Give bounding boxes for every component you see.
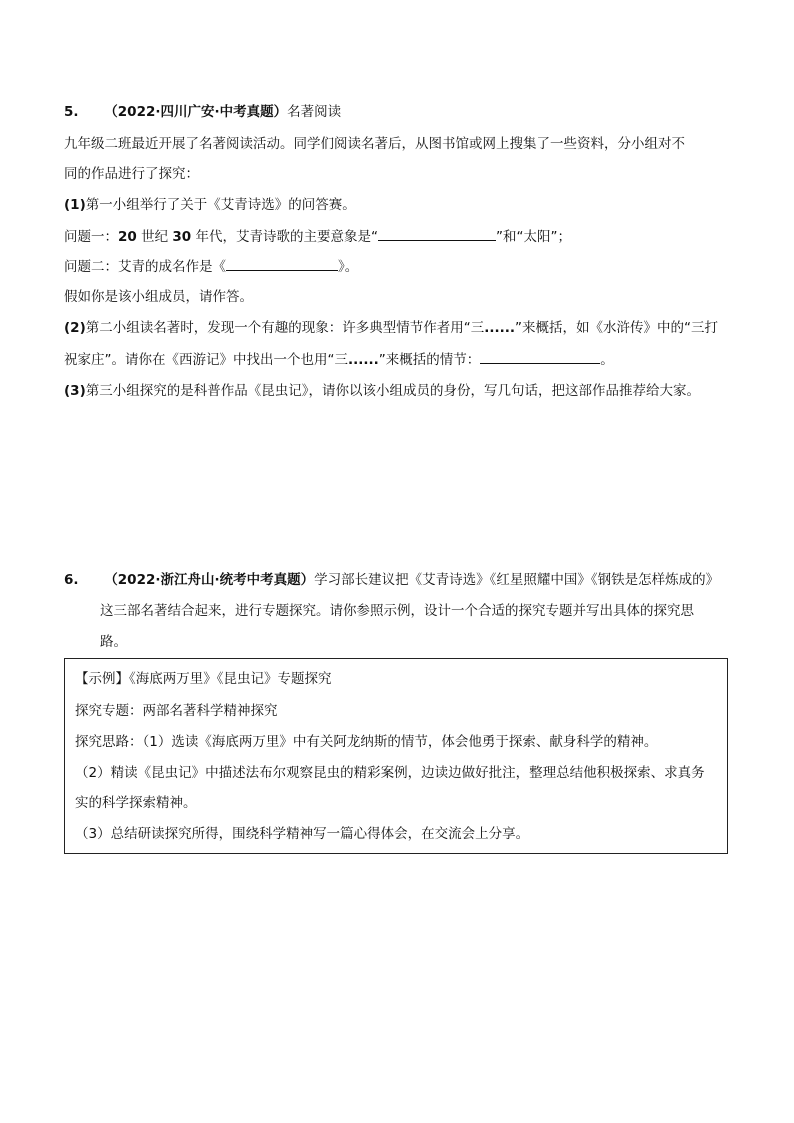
question1-prefix: 问题一：	[64, 229, 118, 245]
question-6-header	[64, 570, 719, 590]
part2-text-1b: ”来概括，如《水浒传》中的“三打	[515, 320, 719, 336]
question-source: （2022·浙江舟山·统考中考真题）	[104, 572, 315, 588]
q6-text-1: 学习部长建议把《艾青诗选》《红星照耀中国》《钢铁是怎样炼成的》	[314, 572, 720, 588]
question-5-header	[64, 102, 341, 122]
part2-text-1a: 第二小组读名著时，发现一个有趣的现象：许多典型情节作者用“三	[85, 320, 485, 336]
part-label: (1)	[64, 197, 86, 213]
q5-intro-line-2: 同的作品进行了探究：	[64, 166, 199, 182]
q5-part2-line-2	[64, 349, 614, 370]
question1-post: 年代，艾青诗歌的主要意象是“	[195, 229, 378, 245]
q5-instruction: 假如你是该小组成员，请作答。	[64, 289, 253, 305]
q5-part3	[64, 381, 700, 401]
part2-text-2b: ”来概括的情节：	[378, 352, 481, 368]
question1-decade: 30	[172, 229, 192, 245]
question1-year: 20	[118, 229, 137, 245]
q5-question1	[64, 226, 571, 247]
question2-end: 》。	[338, 259, 359, 275]
example-topic: 探究专题：两部名著科学精神探究	[75, 703, 278, 719]
part2-dots: ......	[484, 320, 516, 336]
question-source: （2022·四川广安·中考真题）	[104, 104, 288, 120]
answer-blank[interactable]	[378, 226, 496, 241]
example-idea-3: （3）总结研读探究所得，围绕科学精神写一篇心得体会，在交流会上分享。	[75, 826, 530, 842]
part2-text-2a: 祝家庄”。请你在《西游记》中找出一个也用“三	[64, 352, 348, 368]
example-idea-1: 探究思路：（1）选读《海底两万里》中有关阿龙纳斯的情节，体会他勇于探索、献身科学的精神。	[75, 734, 658, 750]
question2-prefix: 问题二：艾青的成名作是《	[64, 259, 226, 275]
q5-intro-line-1: 九年级二班最近开展了名著阅读活动。同学们阅读名著后，从图书馆或网上搜集了一些资料，分小组对不	[64, 136, 685, 152]
question-number: 5.	[64, 104, 79, 120]
example-idea-2b: 实的科学探索精神。	[75, 795, 197, 811]
question1-mid: 世纪	[141, 229, 169, 245]
part2-text-2c: 。	[600, 352, 614, 368]
q5-part2-line-1	[64, 318, 718, 338]
example-title: 【示例】《海底两万里》《昆虫记》专题探究	[75, 671, 332, 687]
part-label: (2)	[64, 320, 86, 336]
part-label: (3)	[64, 383, 86, 399]
q6-text-line-3: 路。	[100, 634, 127, 650]
q5-question2	[64, 256, 358, 277]
example-box	[64, 658, 728, 854]
example-idea-2a: （2）精读《昆虫记》中描述法布尔观察昆虫的精彩案例，边读边做好批注，整理总结他积极探索、求真务	[75, 765, 705, 781]
part3-text: 第三小组探究的是科普作品《昆虫记》，请你以该小组成员的身份，写几句话，把这部作品推荐给大家。	[85, 383, 700, 399]
question-number: 6.	[64, 572, 79, 588]
q6-text-line-2: 这三部名著结合起来，进行专题探究。请你参照示例，设计一个合适的探究专题并写出具体的探究思	[100, 603, 694, 619]
answer-blank[interactable]	[226, 256, 338, 271]
part2-dots: ......	[348, 352, 379, 368]
question1-end: ”和“太阳”；	[495, 229, 571, 245]
q5-part1	[64, 195, 356, 215]
answer-blank[interactable]	[480, 349, 600, 364]
part-text: 第一小组举行了关于《艾青诗选》的问答赛。	[85, 197, 356, 213]
question-topic: 名著阅读	[287, 104, 342, 120]
